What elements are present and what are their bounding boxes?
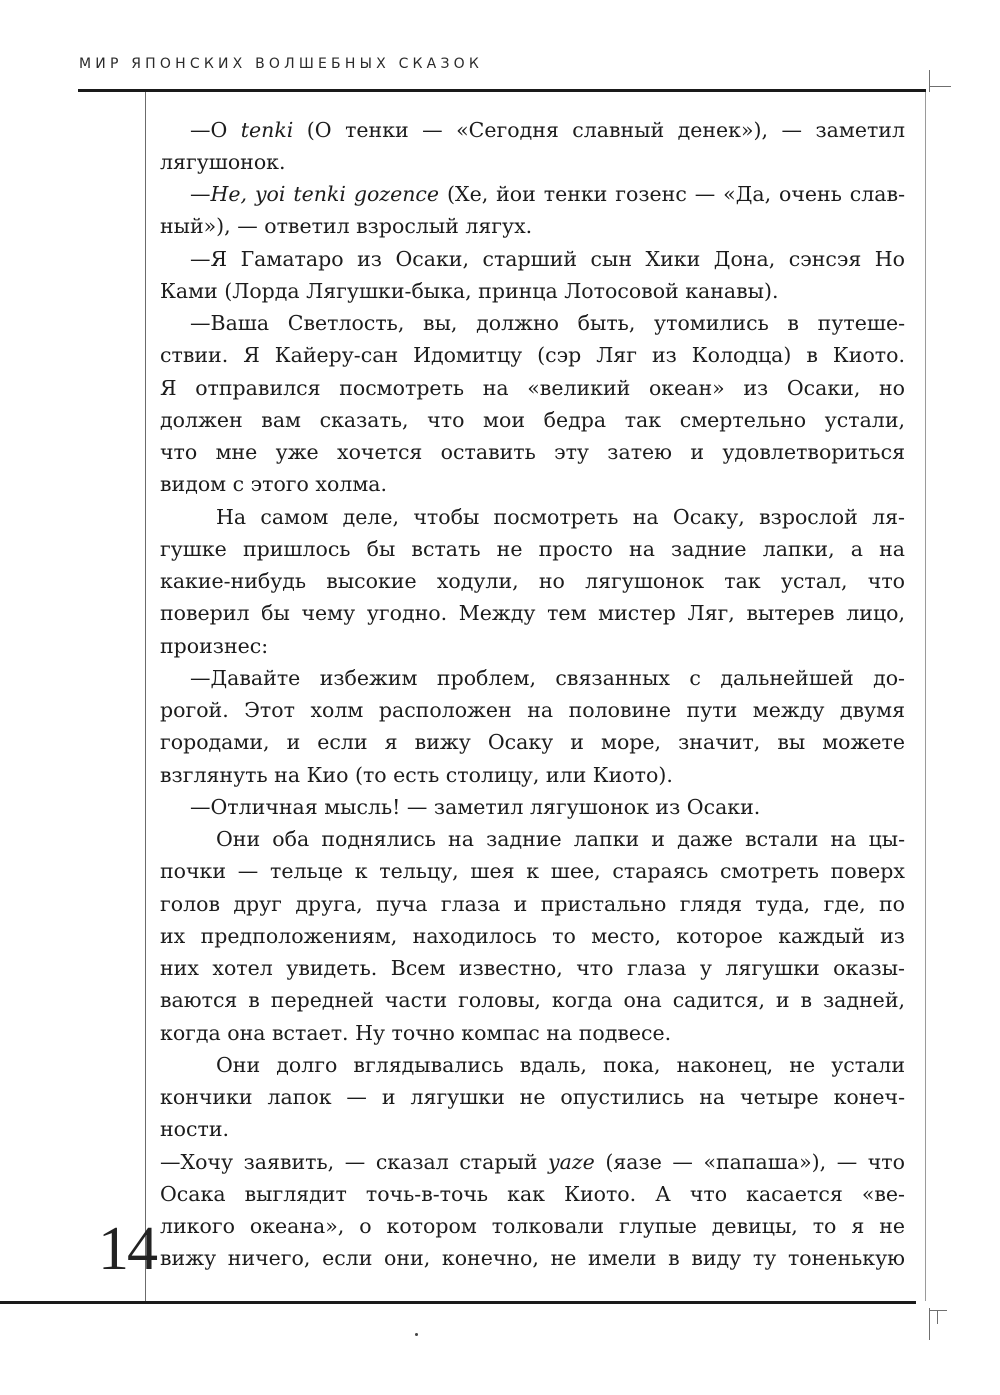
text-line: взглянуть на Кио (то есть столицу, или Киото).: [160, 763, 673, 787]
text-line: гушке пришлось бы встать не просто на задние лапки, а на: [160, 537, 905, 561]
crop-mark-top: [929, 70, 930, 92]
text-line: На самом деле, чтобы посмотреть на Осаку, взрослой ля-: [216, 505, 905, 529]
left-margin-rule: [145, 92, 146, 1301]
text-line: поверил бы чему угодно. Между тем мистер Ляг, вытерев лицо,: [160, 601, 905, 625]
text-line: лягушонок.: [160, 150, 286, 174]
text-line: —О tenki (О тенки — «Сегодня славный денек»), — заметил: [190, 118, 905, 142]
text-line: —Хочу заявить, — сказал старый yaze (яазе — «папаша»), — что: [160, 1150, 905, 1174]
text-line: ствии. Я Кайеру-сан Идомитцу (сэр Ляг из Колодца) в Киото.: [160, 343, 905, 367]
text-line: ный»), — ответил взрослый лягух.: [160, 214, 533, 238]
text-line: городами, и если я вижу Осаку и море, значит, вы можете: [160, 730, 905, 754]
bottom-rule: [0, 1301, 916, 1304]
text-line: —Давайте избежим проблем, связанных с дальнейшей до-: [190, 666, 905, 690]
text-line: рогой. Этот холм расположен на половине пути между двумя: [160, 698, 905, 722]
text-line: какие-нибудь высокие ходули, но лягушонок так устал, что: [160, 569, 905, 593]
right-margin-rule: [925, 92, 926, 1301]
text-line: —Отличная мысль! — заметил лягушонок из Осаки.: [190, 795, 761, 819]
page-number: 14: [98, 1215, 156, 1283]
text-line: Они оба поднялись на задние лапки и даже встали на цы-: [216, 827, 905, 851]
text-line: —Ваша Светлость, вы, должно быть, утомились в путеше-: [190, 311, 905, 335]
text-line: ликого океана», о котором толковали глупые девицы, то я не: [160, 1214, 905, 1238]
running-head-title: МИР ЯПОНСКИХ ВОЛШЕБНЫХ СКАЗОК: [79, 56, 483, 72]
text-line: голов друг друга, пуча глаза и пристально глядя туда, где, по: [160, 892, 905, 916]
crop-mark-bottom: [937, 1310, 938, 1324]
text-line: произнес:: [160, 634, 269, 658]
text-line: них хотел увидеть. Всем известно, что глаза у лягушки оказы-: [160, 956, 905, 980]
text-line: Ками (Лорда Лягушки-быка, принца Лотосовой канавы).: [160, 279, 779, 303]
text-line: —Я Гаматаро из Осаки, старший сын Хики Дона, сэнсэя Но: [190, 247, 905, 271]
crop-mark-bottom: [929, 1310, 947, 1311]
text-line: их предположениям, находилось то место, которое каждый из: [160, 924, 905, 948]
text-line: ваются в передней части головы, когда она садится, и в задней,: [160, 988, 905, 1012]
text-line: вижу ничего, если они, конечно, не имели в виду ту тоненькую: [160, 1246, 905, 1270]
text-line: Они долго вглядывались вдаль, пока, наконец, не устали: [216, 1053, 905, 1077]
text-line: ности.: [160, 1117, 230, 1141]
text-line: Осака выглядит точь-в-точь как Киото. А что касается «ве-: [160, 1182, 905, 1206]
text-line: видом с этого холма.: [160, 472, 388, 496]
text-line: что мне уже хочется оставить эту затею и удовлетвориться: [160, 440, 905, 464]
top-rule: [78, 89, 926, 92]
crop-mark-top: [929, 86, 951, 87]
text-line: почки — тельце к тельцу, шея к шее, стараясь смотреть поверх: [160, 859, 905, 883]
text-line: Я отправился посмотреть на «великий океан» из Осаки, но: [160, 376, 905, 400]
crop-mark-bottom: [929, 1308, 930, 1340]
text-line: когда она встает. Ну точно компас на подвесе.: [160, 1021, 672, 1045]
scan-speck: [415, 1333, 418, 1336]
text-line: —He, yoi tenki gozence (Хе, йои тенки гозенс — «Да, очень слав-: [190, 182, 905, 206]
text-line: должен вам сказать, что мои бедра так смертельно устали,: [160, 408, 905, 432]
text-line: кончики лапок — и лягушки не опустились на четыре конеч-: [160, 1085, 905, 1109]
